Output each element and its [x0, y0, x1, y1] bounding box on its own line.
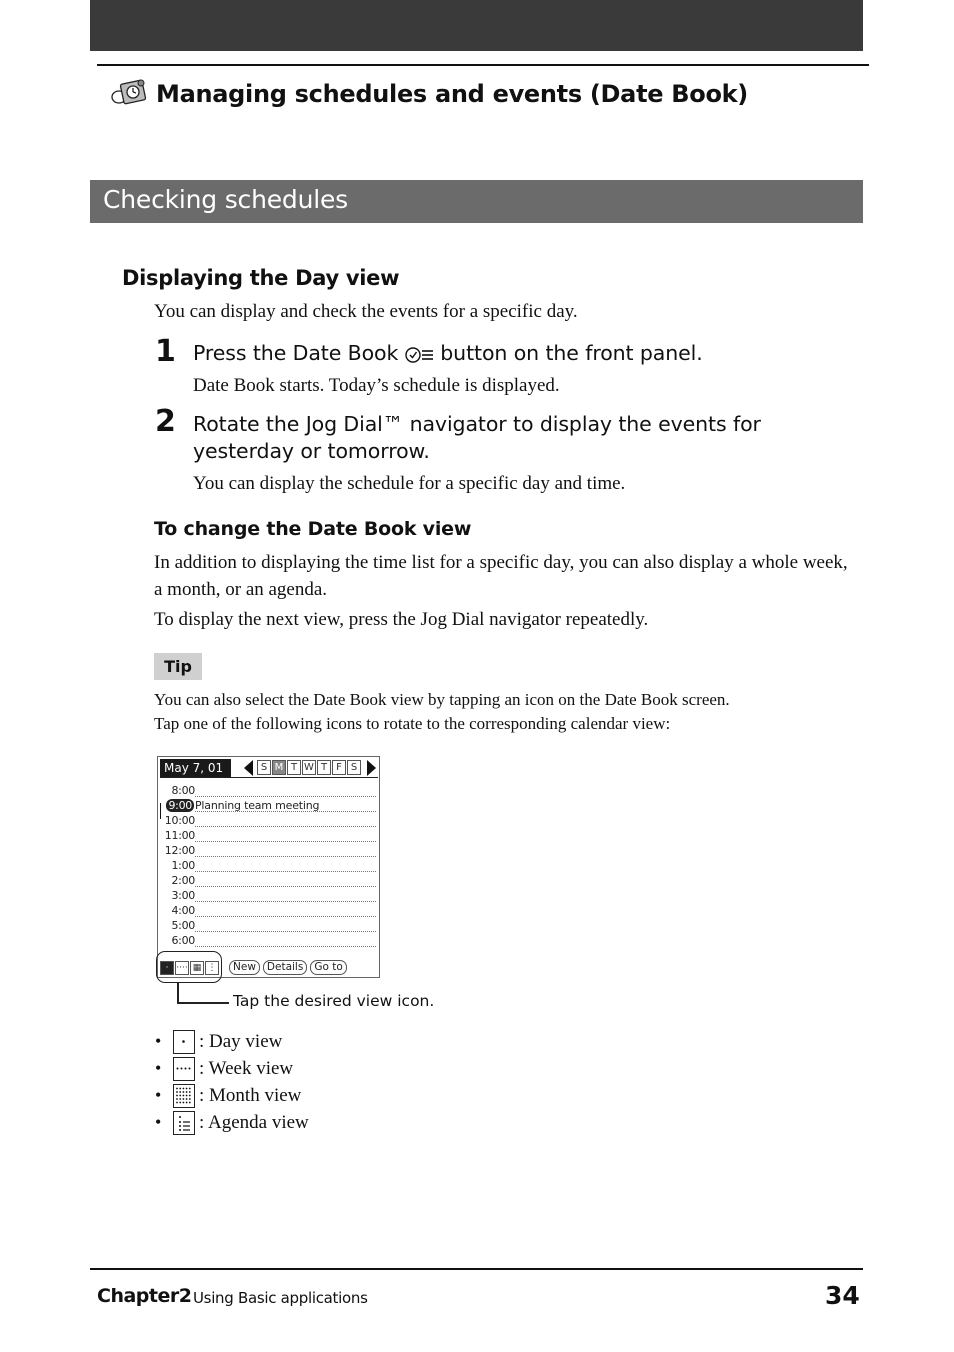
change-view-heading: To change the Date Book view: [154, 518, 472, 540]
palm-header-line: [160, 777, 378, 778]
callout-line-vertical: [177, 983, 179, 1002]
palm-time-list: [158, 783, 379, 948]
palm-time-row[interactable]: [158, 933, 379, 948]
palm-time-label: 2:00: [171, 874, 195, 887]
palm-time-line: [195, 871, 376, 872]
palm-event-text[interactable]: Planning team meeting: [195, 799, 320, 812]
palm-week-view-icon[interactable]: ····: [176, 962, 188, 973]
palm-time-row[interactable]: [158, 798, 379, 813]
step-1-text-after: button on the front panel.: [440, 341, 703, 365]
palm-time-row[interactable]: [158, 903, 379, 918]
palm-time-label: 9:00: [168, 799, 192, 812]
step-2-text: Rotate the Jog Dial™ navigator to display the events for yesterday or tomorrow.: [193, 412, 761, 463]
palm-day-4[interactable]: T: [317, 760, 331, 775]
palm-time-row[interactable]: [158, 813, 379, 828]
intro-text: You can display and check the events for a specific day.: [154, 301, 578, 322]
palm-time-label: 5:00: [171, 919, 195, 932]
palm-day-selector: [257, 760, 362, 775]
month-view-icon: [173, 1084, 195, 1108]
palm-time-line: [195, 796, 376, 797]
week-view-label: : Week view: [199, 1057, 294, 1079]
date-book-screen: [157, 756, 380, 978]
tip-line-1: You can also select the Date Book view by tapping an icon on the Date Book screen.: [154, 690, 730, 709]
footer-rule: [90, 1268, 863, 1270]
chapter-heading-row: [110, 76, 748, 112]
list-item-month-view: • : Month view: [155, 1084, 302, 1106]
day-view-icon: [173, 1030, 195, 1054]
palm-time-row[interactable]: [158, 858, 379, 873]
page-number: 34: [825, 1281, 860, 1310]
month-view-label: : Month view: [199, 1084, 302, 1106]
palm-time-row[interactable]: [158, 828, 379, 843]
agenda-view-label: : Agenda view: [199, 1111, 309, 1133]
date-book-app-icon: [110, 77, 148, 112]
agenda-view-icon: [173, 1111, 195, 1135]
date-book-icon: [404, 345, 434, 363]
prev-week-arrow-icon[interactable]: [244, 760, 253, 776]
palm-button-details[interactable]: Details: [263, 960, 307, 975]
callout-text: Tap the desired view icon.: [233, 992, 435, 1010]
palm-button-new[interactable]: New: [229, 960, 260, 975]
callout-ring: [156, 951, 222, 983]
list-item-agenda-view: • : Agenda view: [155, 1111, 309, 1133]
top-rule: [97, 64, 869, 66]
palm-time-label: 8:00: [171, 784, 195, 797]
palm-date-label: May 7, 01: [160, 759, 231, 777]
palm-time-line: [195, 901, 376, 902]
palm-time-line: [195, 886, 376, 887]
palm-time-label: 1:00: [171, 859, 195, 872]
change-view-paragraph-2: To display the next view, press the Jog Dial navigator repeatedly.: [154, 609, 649, 630]
palm-time-row[interactable]: [158, 873, 379, 888]
palm-month-view-icon[interactable]: ▦: [190, 961, 204, 975]
step-1-text-before: Press the Date Book: [193, 341, 399, 365]
palm-button-go-to[interactable]: Go to: [310, 960, 346, 975]
list-item-week-view: • : Week view: [155, 1057, 294, 1079]
tip-line-2: Tap one of the following icons to rotate to the corresponding calendar view:: [154, 714, 671, 733]
palm-time-label: 10:00: [164, 814, 195, 827]
palm-time-label: 3:00: [171, 889, 195, 902]
top-bar: [90, 0, 863, 51]
palm-day-1[interactable]: M: [272, 760, 286, 775]
palm-time-label: 4:00: [171, 904, 195, 917]
palm-time-line: [195, 826, 376, 827]
footer-section: Using Basic applications: [193, 1289, 368, 1307]
palm-time-line: [195, 916, 376, 917]
palm-day-view-icon[interactable]: ·: [160, 961, 174, 975]
footer-chapter: Chapter2: [97, 1285, 192, 1307]
palm-time-row[interactable]: [158, 888, 379, 903]
palm-day-0[interactable]: S: [257, 760, 271, 775]
palm-time-row[interactable]: [158, 783, 379, 798]
list-item-day-view: • : Day view: [155, 1030, 283, 1052]
palm-day-6[interactable]: S: [347, 760, 361, 775]
step-1-result: Date Book starts. Today’s schedule is displayed.: [193, 375, 560, 396]
palm-time-line: [195, 856, 376, 857]
palm-time-line: [195, 946, 376, 947]
palm-time-label: 6:00: [171, 934, 195, 947]
step-1-text: [193, 340, 703, 367]
tip-label: Tip: [154, 653, 202, 680]
palm-time-line: [195, 931, 376, 932]
week-view-icon: [173, 1057, 195, 1081]
step-2-result: You can display the schedule for a specific day and time.: [193, 473, 626, 494]
day-view-label: : Day view: [199, 1030, 283, 1052]
subsection-title: Displaying the Day view: [122, 266, 400, 290]
palm-time-row[interactable]: [158, 843, 379, 858]
palm-day-3[interactable]: W: [302, 760, 316, 775]
next-week-arrow-icon[interactable]: [367, 760, 376, 776]
palm-agenda-view-icon[interactable]: ⋮: [205, 961, 219, 975]
step-1-number: 1: [155, 334, 176, 369]
palm-time-row[interactable]: [158, 918, 379, 933]
step-2-number: 2: [155, 404, 176, 439]
section-title: Checking schedules: [103, 185, 348, 214]
chapter-heading: Managing schedules and events (Date Book): [156, 80, 748, 108]
callout-line-horizontal: [177, 1002, 229, 1004]
palm-day-2[interactable]: T: [287, 760, 301, 775]
palm-time-line: [195, 841, 376, 842]
palm-time-label: 11:00: [164, 829, 195, 842]
palm-day-5[interactable]: F: [332, 760, 346, 775]
palm-time-label: 12:00: [164, 844, 195, 857]
change-view-paragraph-1: In addition to displaying the time list for a specific day, you can also display a whole week, a month, or an agenda.: [154, 552, 848, 600]
